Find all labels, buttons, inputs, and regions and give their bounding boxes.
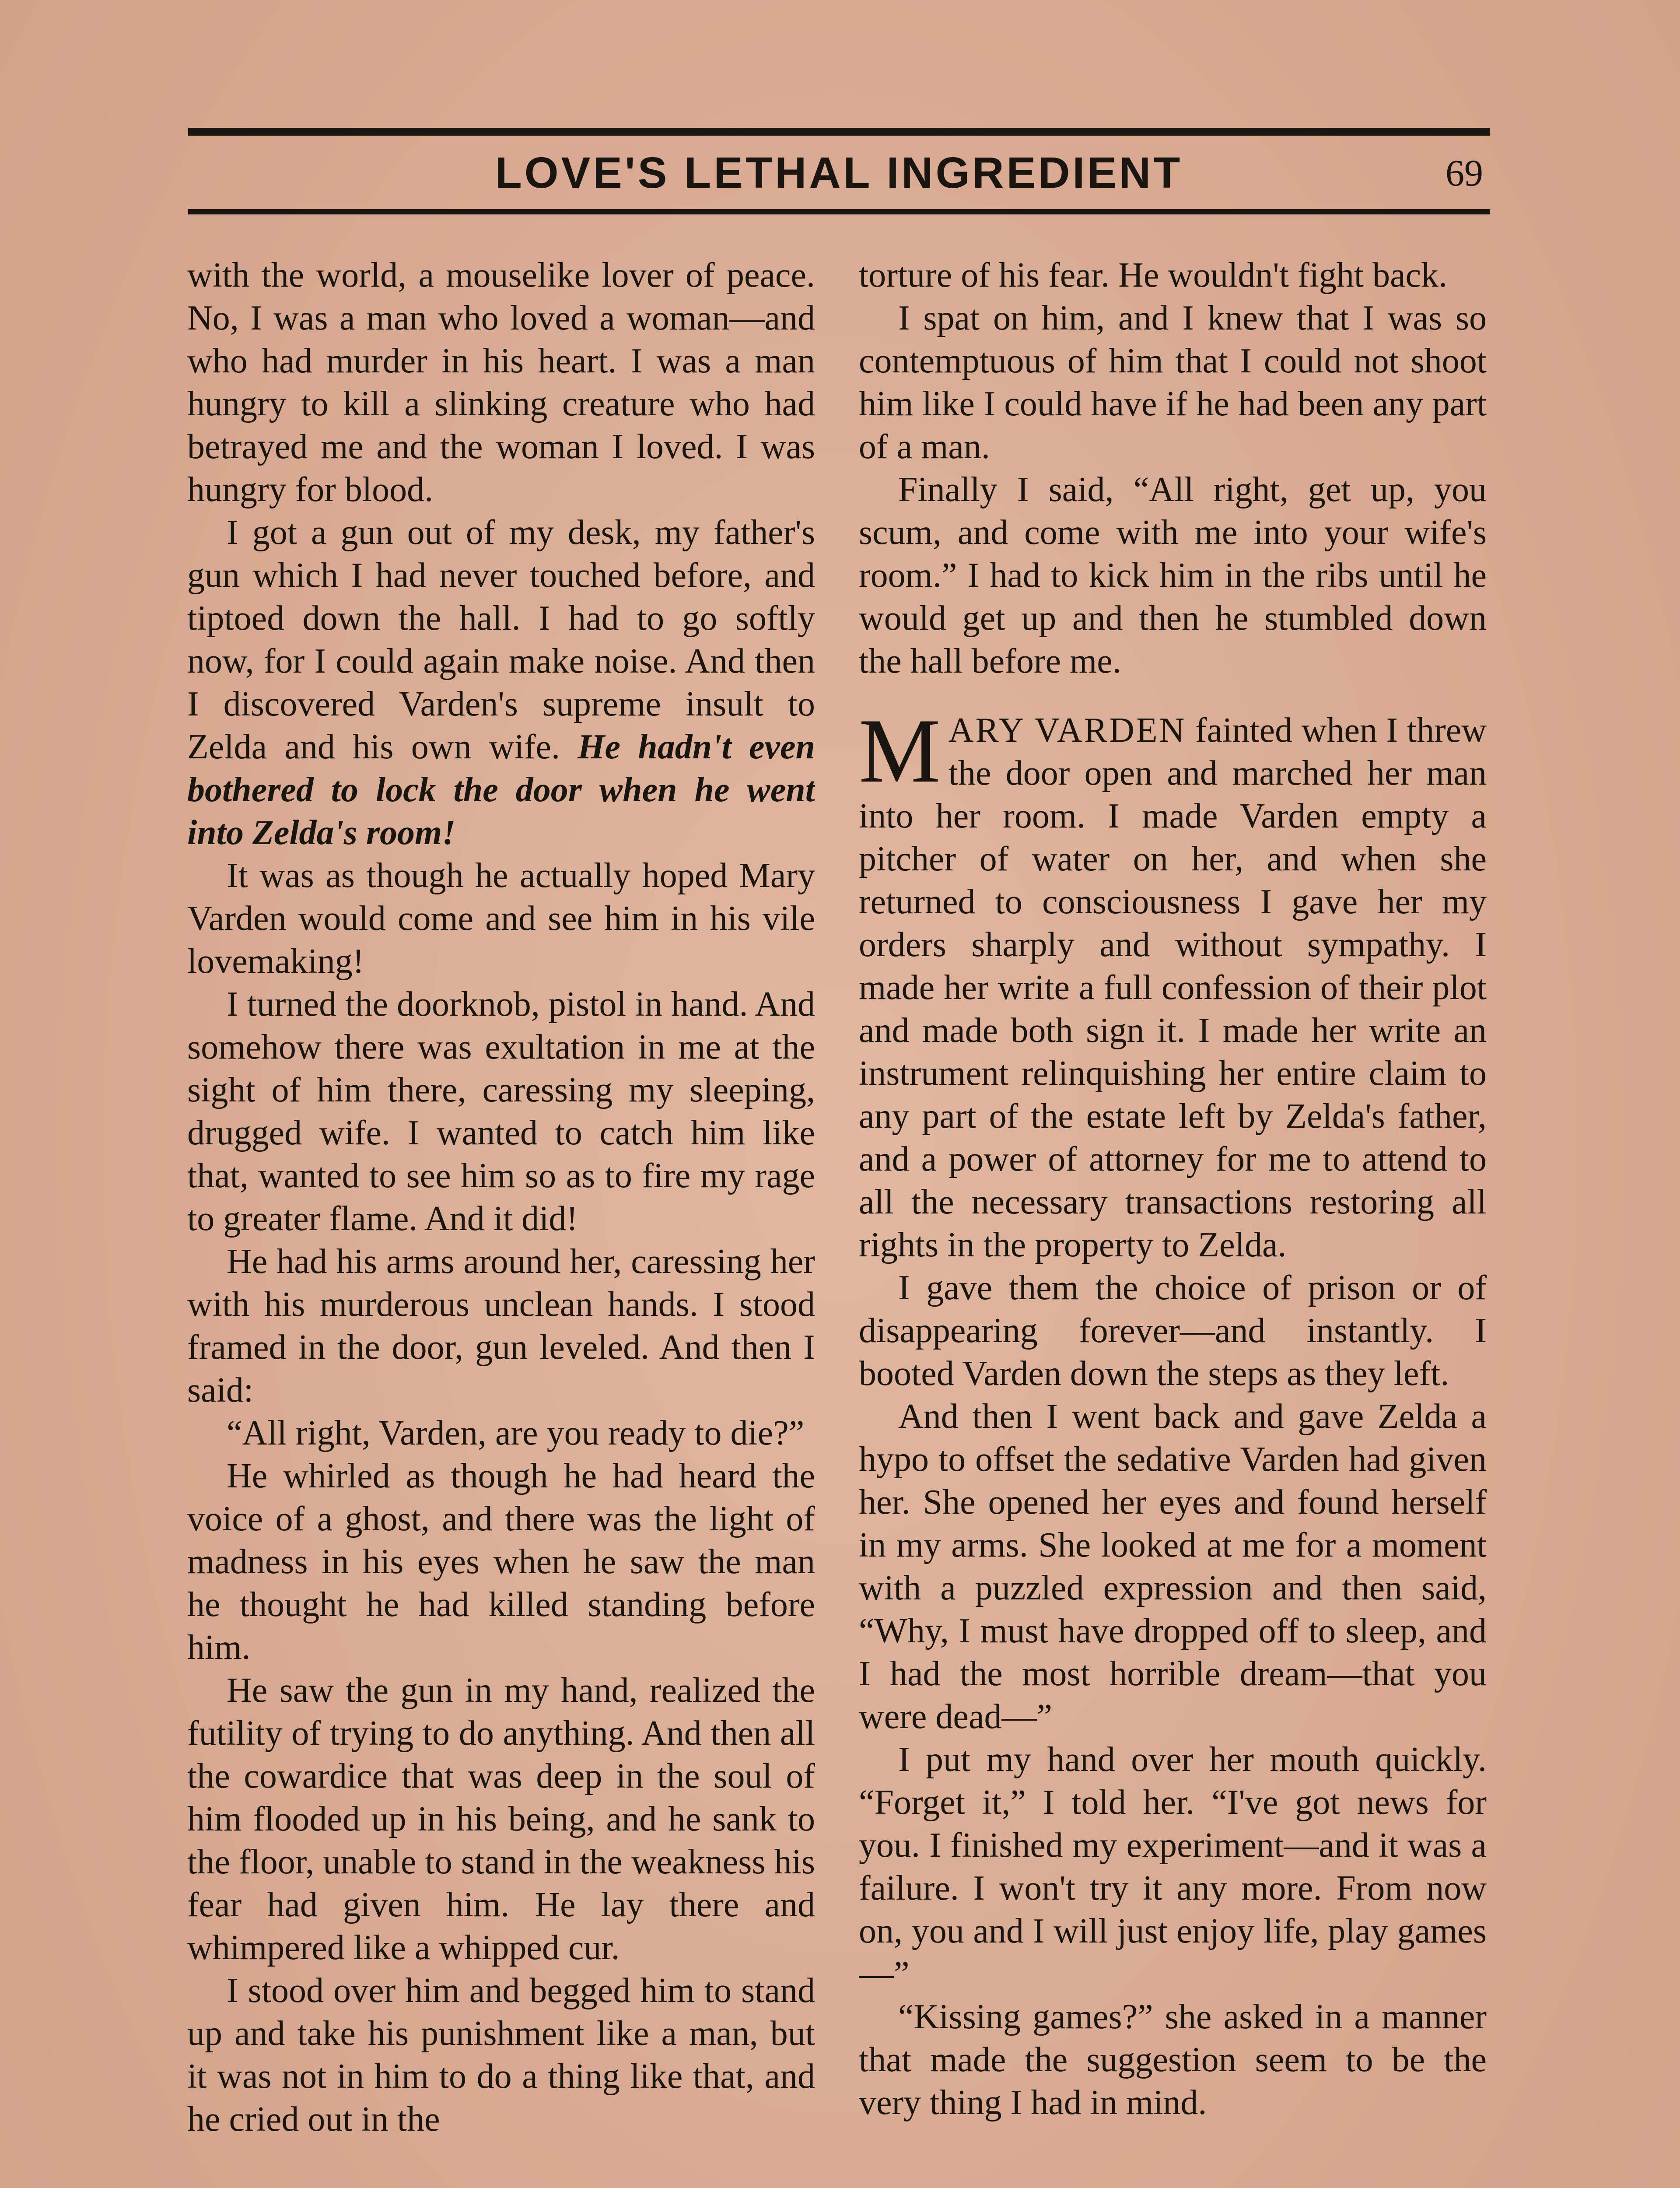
- paragraph-text: fainted when I threw the door open and marched her man into her room. I made Varden empty a pitcher of water on her, and when she returned to consciousness I gave her my orders sharply and without sympathy. I made her write a full confession of their plot and made both sign it. I made her write an instrument relinquishing her entire claim to any part of the estate left by Zelda's father, and a power of attorney for me to attend to all the necessary transactions restoring all rights in the property to Zelda.: [859, 711, 1487, 1264]
- paragraph: I stood over him and begged him to stand up and take his punishment like a man, but it was not in him to do a thing like that, and he cried out in the: [187, 1971, 815, 2139]
- paragraph: [187, 511, 815, 854]
- paragraph: It was as though he actually hoped Mary Varden would come and see him in his vile lovemaking!: [187, 856, 815, 981]
- paragraph: “All right, Varden, are you ready to die?”: [227, 1414, 805, 1452]
- paragraph: He had his arms around her, caressing her with his murderous unclean hands. I stood framed in the door, gun leveled. And then I said:: [187, 1242, 815, 1410]
- paragraph: “Kissing games?” she asked in a manner that made the suggestion seem to be the very thing I had in mind.: [859, 1998, 1487, 2122]
- paragraph: Finally I said, “All right, get up, you scum, and come with me into your wife's room.” I had to kick him in the ribs until he would get up and then he stumbled down the hall before me.: [859, 470, 1487, 680]
- page-number: 69: [1446, 152, 1483, 194]
- paragraph: with the world, a mouselike lover of peace. No, I was a man who loved a woman—and who had murder in his heart. I was a man hungry to kill a slinking creature who had betrayed me and the woman I loved. I was hungry for blood.: [187, 256, 815, 509]
- paragraph: And then I went back and gave Zelda a hypo to offset the sedative Varden had given her. She opened her eyes and found herself in my arms. She looked at me for a moment with a puzzled expression and then said, “Why, I must have dropped off to sleep, and I had the most horrible dream—that you were dead—”: [859, 1397, 1487, 1736]
- left-column: [187, 254, 815, 2188]
- paragraph: I gave them the choice of prison or of disappearing forever—and instantly. I booted Varden down the steps as they left.: [859, 1269, 1487, 1393]
- running-title: LOVE'S LETHAL INGREDIENT: [495, 148, 1183, 197]
- paragraph: I spat on him, and I knew that I was so contemptuous of him that I could not shoot him like I could have if he had been any part of a man.: [859, 299, 1487, 466]
- header-bottom-rule: [188, 209, 1490, 214]
- paragraph: I turned the doorknob, pistol in hand. And somehow there was exultation in me at the sight of him there, caressing my sleeping, drugged wife. I wanted to catch him like that, wanted to see him so as to fire my rage to greater flame. And it did!: [187, 985, 815, 1238]
- paragraph: I put my hand over her mouth quickly. “Forget it,” I told her. “I've got news for you. I finished my experiment—and it was a failure. I won't try it any more. From now on, you and I will just enjoy life, play games—”: [859, 1740, 1487, 1993]
- right-column: [859, 254, 1487, 2188]
- paragraph: He saw the gun in my hand, realized the futility of trying to do anything. And then all the cowardice that was deep in the soul of him flooded up in his being, and he sank to the floor, unable to stand in the weakness his fear had given him. He lay there and whimpered like a whipped cur.: [187, 1671, 815, 1967]
- header-top-rule: [188, 128, 1490, 136]
- small-caps-lead: ARY VARDEN: [948, 711, 1186, 750]
- drop-cap: M: [859, 700, 941, 802]
- section-opening-paragraph: [859, 700, 1487, 1266]
- italic-emphasis: He hadn't even bothered to lock the door when he went into Zelda's room!: [187, 728, 815, 852]
- paragraph-text: I got a gun out of my desk, my father's gun which I had never touched before, and tiptoed down the hall. I had to go softly now, for I could again make noise. And then I discovered Varden's supreme insult to Zelda and his own wife.: [187, 513, 815, 766]
- paragraph: He whirled as though he had heard the voice of a ghost, and there was the light of madness in his eyes when he saw the man he thought he had killed standing before him.: [187, 1457, 815, 1667]
- paragraph: torture of his fear. He wouldn't fight back.: [859, 256, 1448, 295]
